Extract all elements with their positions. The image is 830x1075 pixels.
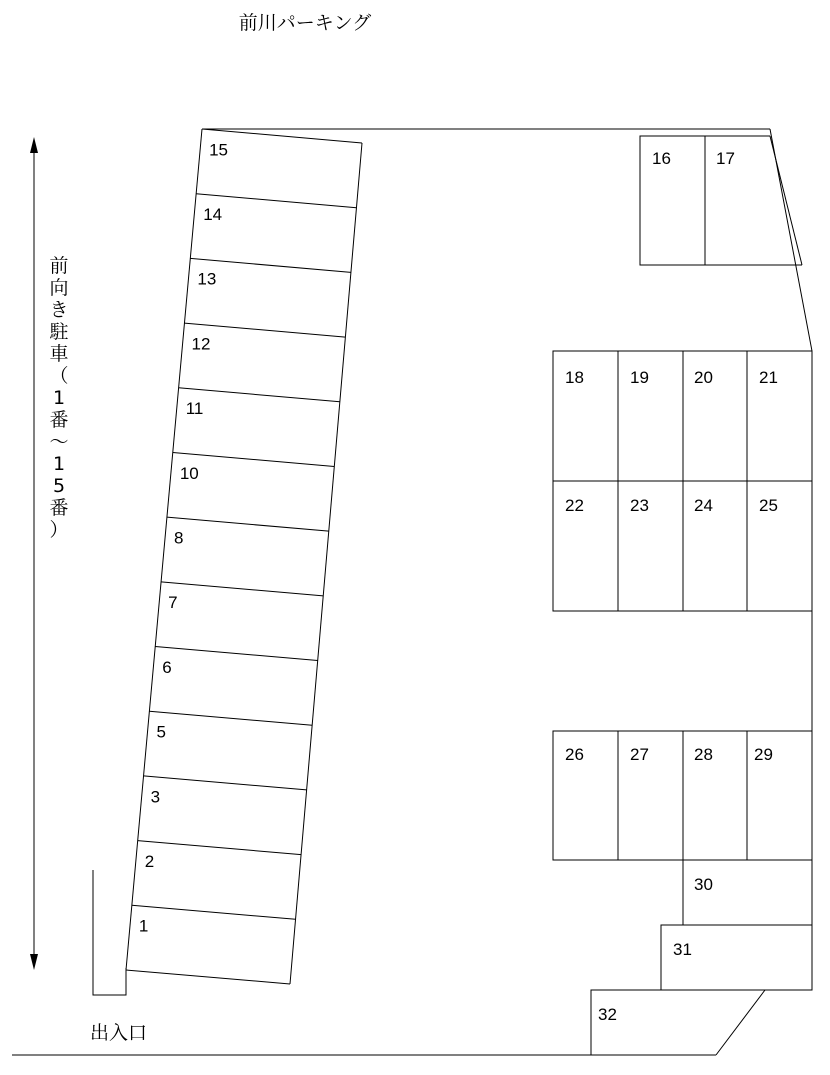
angled-right-edge — [290, 143, 362, 984]
space-number: 15 — [209, 140, 228, 160]
space-number: 11 — [185, 399, 204, 419]
space-number: 3 — [150, 787, 161, 807]
angled-left-edge — [126, 129, 202, 970]
side-label-char: 1 — [52, 453, 66, 475]
angled-column — [126, 129, 362, 984]
page-title: 前川パーキング — [238, 12, 372, 34]
side-label-char: 番 — [49, 497, 69, 519]
angled-divider — [155, 647, 317, 661]
angled-divider — [138, 841, 301, 855]
block-26-29 — [553, 731, 812, 860]
angled-divider — [167, 517, 329, 531]
entrance-label: 出入口 — [90, 1022, 148, 1044]
space-number: 1 — [138, 916, 149, 936]
space-number: 5 — [156, 722, 166, 742]
side-label-char: （ — [49, 365, 69, 387]
block-18-25 — [553, 351, 812, 611]
space-number: 18 — [565, 368, 584, 387]
space-number: 26 — [565, 745, 584, 764]
space-number: 29 — [754, 745, 773, 764]
side-label-char: ～ — [49, 431, 69, 453]
space-number: 24 — [694, 496, 713, 515]
right-boundary — [770, 129, 812, 925]
space-number: 21 — [759, 368, 778, 387]
side-label-char: 5 — [52, 475, 66, 497]
space-number: 31 — [673, 940, 692, 959]
side-label-char: 番 — [49, 409, 69, 431]
space-number: 14 — [203, 205, 223, 225]
space-number: 7 — [168, 593, 178, 613]
side-label-char: 車 — [49, 343, 69, 365]
space-number: 32 — [598, 1005, 617, 1024]
double-arrow — [30, 137, 38, 970]
angled-divider — [161, 582, 323, 596]
space-number: 17 — [716, 149, 735, 168]
angled-divider — [144, 776, 307, 790]
side-label-char: 1 — [52, 387, 66, 409]
space-number: 27 — [630, 745, 649, 764]
side-label-char: ） — [49, 519, 69, 541]
space-number: 22 — [565, 496, 584, 515]
side-label-char: き — [49, 299, 69, 321]
space-number: 23 — [630, 496, 649, 515]
space-number: 16 — [652, 149, 671, 168]
side-label-char: 駐 — [49, 321, 69, 343]
space-32-outline — [591, 990, 765, 1055]
space-number: 28 — [694, 745, 713, 764]
space-number: 30 — [694, 875, 713, 894]
space-number: 20 — [694, 368, 713, 387]
space-number: 25 — [759, 496, 778, 515]
entrance-pillar — [93, 870, 126, 995]
angled-divider — [126, 970, 290, 984]
space-number: 19 — [630, 368, 649, 387]
space-number: 6 — [162, 657, 172, 677]
space-number: 8 — [174, 528, 184, 548]
side-label-char: 前 — [49, 255, 69, 277]
space-number: 10 — [179, 463, 199, 483]
angled-divider — [149, 711, 312, 725]
angled-divider — [132, 905, 296, 919]
space-number: 2 — [144, 851, 155, 871]
space-number: 12 — [191, 334, 211, 354]
space-number: 13 — [197, 269, 217, 289]
side-label-char: 向 — [49, 277, 69, 299]
